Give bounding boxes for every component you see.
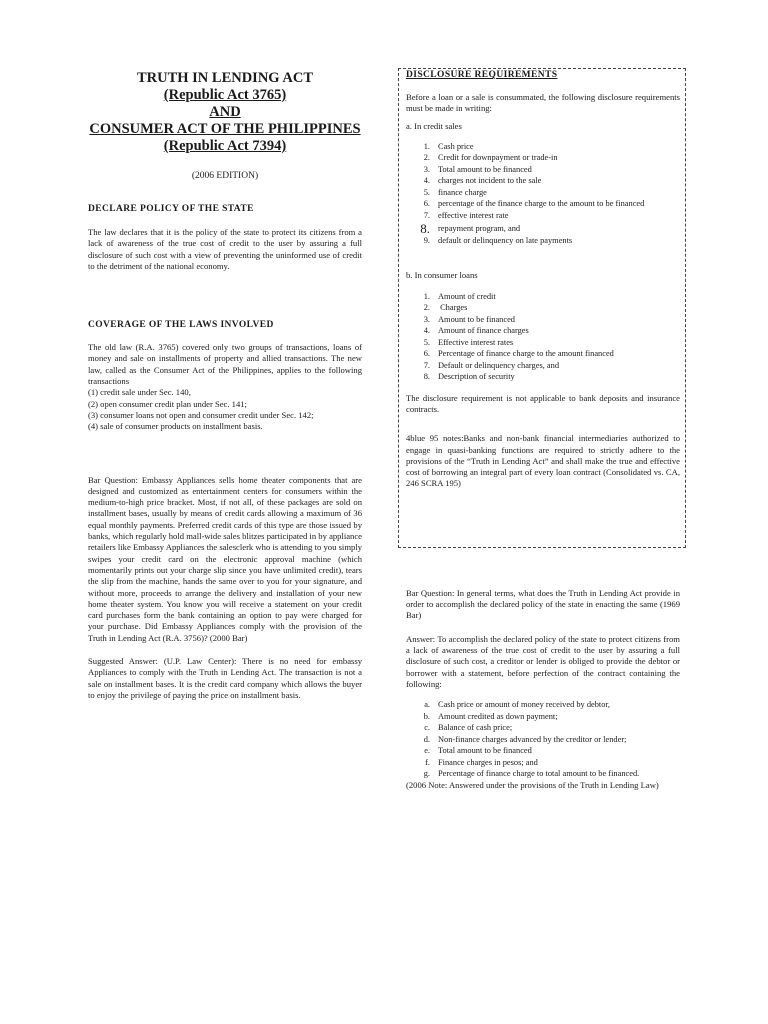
list-item: 2. Credit for downpayment or trade-in <box>423 153 558 163</box>
title-line-2: (Republic Act 3765) <box>163 87 287 103</box>
list-item: 8. Description of security <box>423 372 515 382</box>
list-item: a. Cash price or amount of money received by debtor, <box>424 700 610 710</box>
list-item: 3. Total amount to be financed <box>423 164 532 174</box>
list-item: 4. Amount of finance charges <box>423 326 529 336</box>
coverage-item-1: (1) credit sale under Sec. 140, <box>88 387 191 398</box>
consumer-loans-label: b. In consumer loans <box>406 270 478 281</box>
suggested-answer: Suggested Answer: (U.P. Law Center): There is no need for embassy Appliances to comply with the Truth in Lending Act. The transaction is not a sale on installment bases. It is the credit card company which allows the buyer to enjoy the privilege of paying the price on installment basis. <box>88 656 362 700</box>
disclosure-heading: DISCLOSURE REQUIREMENTS <box>406 70 558 80</box>
list-item: c. Balance of cash price; <box>424 723 513 733</box>
title-line-3: AND <box>209 104 241 120</box>
policy-text: The law declares that it is the policy of the state to protect its citizens from a lack of awareness of the true cost of credit to the user by assuring a full disclosure of such cost with a view of preventing the uninformed use of credit to the detriment of the national economy. <box>88 227 362 271</box>
credit-sales-label: a. In credit sales <box>406 120 462 131</box>
title-line-5: (Republic Act 7394) <box>163 138 287 154</box>
list-item: e. Total amount to be financed <box>424 746 532 756</box>
list-item: 5. Effective interest rates <box>423 337 514 347</box>
list-item: 3. Amount to be financed <box>423 314 515 324</box>
document-title <box>88 70 362 155</box>
list-item: d. Non-finance charges advanced by the creditor or lender; <box>423 734 627 744</box>
disclosure-intro: Before a loan or a sale is consummated, the following disclosure requirements must be made in writing: <box>406 92 680 114</box>
answer-text: Answer: To accomplish the declared policy of the state to protect citizens from a lack of awareness of the true cost of credit to the user by assuring a full disclosure of such cost, a creditor or lender is obliged to provide the debtor or borrower with a statement, before perfection of the contract containing the following: <box>406 633 680 689</box>
list-item: b. Amount credited as down payment; <box>423 711 558 721</box>
list-item: g. Percentage of finance charge to total amount to be financed. <box>423 769 640 779</box>
list-item: 6. percentage of the finance charge to the amount to be financed <box>423 199 645 209</box>
list-item: 5. finance charge <box>423 187 487 197</box>
list-item: 7. effective interest rate <box>423 210 509 220</box>
policy-heading: DECLARE POLICY OF THE STATE <box>88 204 254 214</box>
disclosure-note: The disclosure requirement is not applicable to bank deposits and insurance contracts. <box>406 392 680 414</box>
coverage-item-2: (2) open consumer credit plan under Sec. 141; <box>88 398 247 409</box>
coverage-heading: COVERAGE OF THE LAWS INVOLVED <box>88 320 274 331</box>
list-item: 9. default or delinquency on late payments <box>423 235 573 245</box>
notes-text: 4blue 95 notes:Banks and non-bank financial intermediaries authorized to engage in quasi-banking functions are required to strictly adhere to the provisions of the “Truth in Lending Act” and shall make the true and effective cost of borrowing an integral part of every loan contract (Consolidated vs. CA, 246 SCRA 195) <box>406 433 680 489</box>
right-column <box>406 70 680 791</box>
credit-sales-list <box>410 141 680 247</box>
answer-list <box>410 699 680 780</box>
list-item: f. Finance charges in pesos; and <box>425 757 538 767</box>
list-item: 1. Amount of credit <box>423 291 496 301</box>
coverage-item-3: (3) consumer loans not open and consumer credit under Sec. 142; <box>88 409 314 420</box>
coverage-text: The old law (R.A. 3765) covered only two groups of transactions, loans of money and sale on installments of property and allied transactions. The new law, called as the Consumer Act of the Philippines, applies to the following transactions <box>88 342 362 387</box>
answer-closing: (2006 Note: Answered under the provisions of the Truth in Lending Law) <box>406 779 659 790</box>
bar-question-1: Bar Question: Embassy Appliances sells home theater components that are designed and customized as entertainment centers for consumers within the medium-to-high price bracket. Most, if not all, of these packages are sold on installment bases, usually by means of credit cards allowing a maximum of 36 equal monthly payments. Preferred credit cards of this type are those issued by banks, which regularly hold mall-wide sales blitzes participated in by appliance retailers like Embassy Appliances the salesclerk who is attending to you simply swipes your credit card on the electronic approval machine (which momentarily prints out your charge slip since you have unlimited credit), tears the slip from the machine, hands the same over to you for your signature, and without more, proceeds to arrange the delivery and installation of your new home theater system. You know you will receive a statement on your credit card purchases form the bank containing an option to pay were charged for your purchase. Did Embassy Appliances comply with the provision of the Truth in Lending Act (R.A. 3756)? (2000 Bar) <box>88 474 362 643</box>
list-item: 8. repayment program, and <box>420 221 521 237</box>
list-item: 1. Cash price <box>423 141 474 151</box>
left-column <box>88 70 362 701</box>
bar-question-2: Bar Question: In general terms, what does the Truth in Lending Act provide in order to accomplish the declared policy of the state in enacting the same (1969 Bar) <box>406 587 680 621</box>
coverage-item-4: (4) sale of consumer products on installment basis. <box>88 421 263 432</box>
list-item: 4. charges not incident to the sale <box>423 176 542 186</box>
consumer-loans-list <box>410 291 680 383</box>
title-line-1: TRUTH IN LENDING ACT <box>136 70 314 86</box>
list-item: 7. Default or delinquency charges, and <box>423 360 560 370</box>
title-line-4: CONSUMER ACT OF THE PHILIPPINES <box>89 121 361 137</box>
edition-label: (2006 EDITION) <box>191 171 259 181</box>
list-item: 6. Percentage of finance charge to the amount financed <box>423 349 614 359</box>
list-item: 2. Charges <box>423 303 468 313</box>
